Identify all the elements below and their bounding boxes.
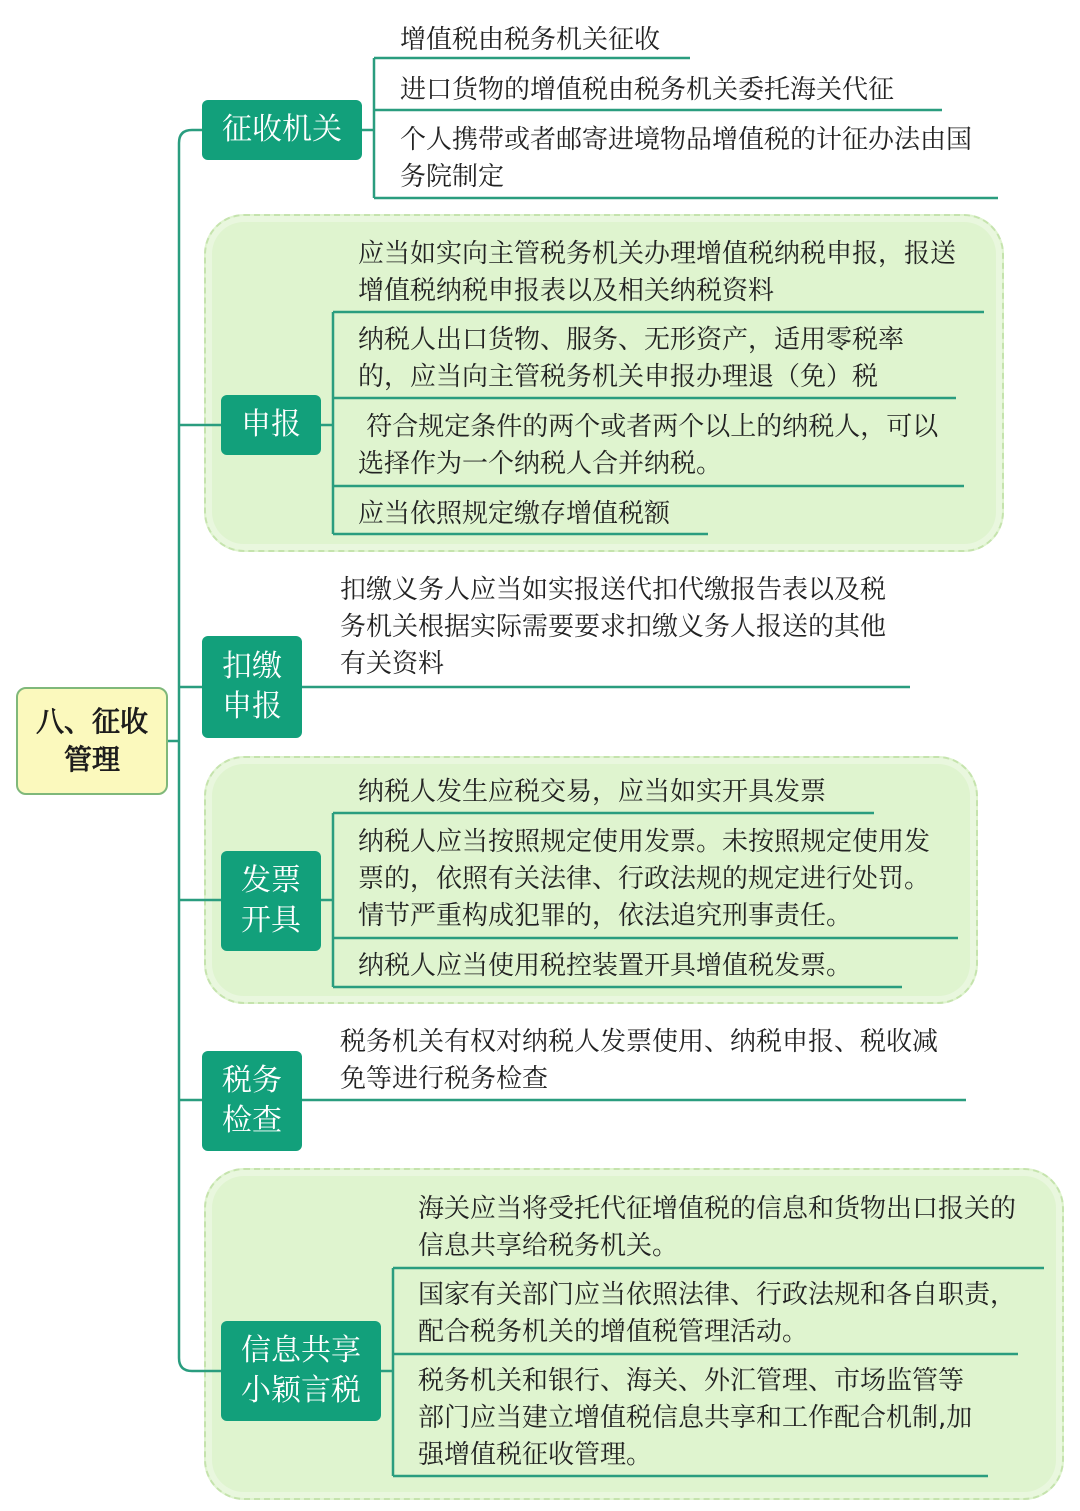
branch-node-shenbao: 申报	[221, 395, 321, 455]
leaf-2-3: 符合规定条件的两个或者两个以上的纳税人，可以选择作为一个纳税人合并纳税。	[358, 412, 939, 479]
trunk-line	[179, 130, 192, 1371]
branch-node-fapiao-kaiju: 发票开具	[221, 851, 321, 951]
leaf-4-2: 纳税人应当按照规定使用发票。未按照规定使用发票的，依照有关法律、行政法规的规定进行处罚。情节严重构成犯罪的，依法追究刑事责任。	[358, 827, 931, 931]
leaf-5-1: 税务机关有权对纳税人发票使用、纳税申报、税收减免等进行税务检查	[340, 1027, 939, 1094]
leaf-2-1: 应当如实向主管税务机关办理增值税纳税申报，报送增值税纳税申报表以及相关纳税资料	[358, 239, 957, 306]
root-node: 八、征收管理	[16, 687, 168, 795]
leaf-6-1: 海关应当将受托代征增值税的信息和货物出口报关的信息共享给税务机关。	[418, 1194, 1017, 1261]
leaf-4-3: 纳税人应当使用税控装置开具增值税发票。	[358, 951, 853, 981]
leaf-3-1: 扣缴义务人应当如实报送代扣代缴报告表以及税务机关根据实际需要要求扣缴义务人报送的其他有关资料	[340, 575, 887, 679]
branch-node-koujiao-shenbao: 扣缴申报	[202, 636, 302, 738]
branch-node-zhengshou-jiguan: 征收机关	[202, 100, 362, 160]
branch-node-xinxi-gongxiang: 信息共享小颖言税	[221, 1321, 381, 1421]
leaf-2-4: 应当依照规定缴存增值税额	[358, 499, 671, 529]
leaf-1-3: 个人携带或者邮寄进境物品增值税的计征办法由国务院制定	[400, 125, 973, 192]
branch-node-shuiwu-jiancha: 税务检查	[202, 1051, 302, 1151]
leaf-2-2: 纳税人出口货物、服务、无形资产，适用零税率的，应当向主管税务机关申报办理退（免）税	[358, 325, 905, 392]
leaf-4-1: 纳税人发生应税交易，应当如实开具发票	[358, 777, 827, 807]
leaf-6-3: 税务机关和银行、海关、外汇管理、市场监管等部门应当建立增值税信息共享和工作配合机制,加强增值税征收管理。	[418, 1366, 973, 1470]
leaf-1-2: 进口货物的增值税由税务机关委托海关代征	[400, 75, 895, 105]
leaf-1-1: 增值税由税务机关征收	[400, 25, 661, 55]
leaf-6-2: 国家有关部门应当依照法律、行政法规和各自职责，配合税务机关的增值税管理活动。	[418, 1280, 1017, 1347]
